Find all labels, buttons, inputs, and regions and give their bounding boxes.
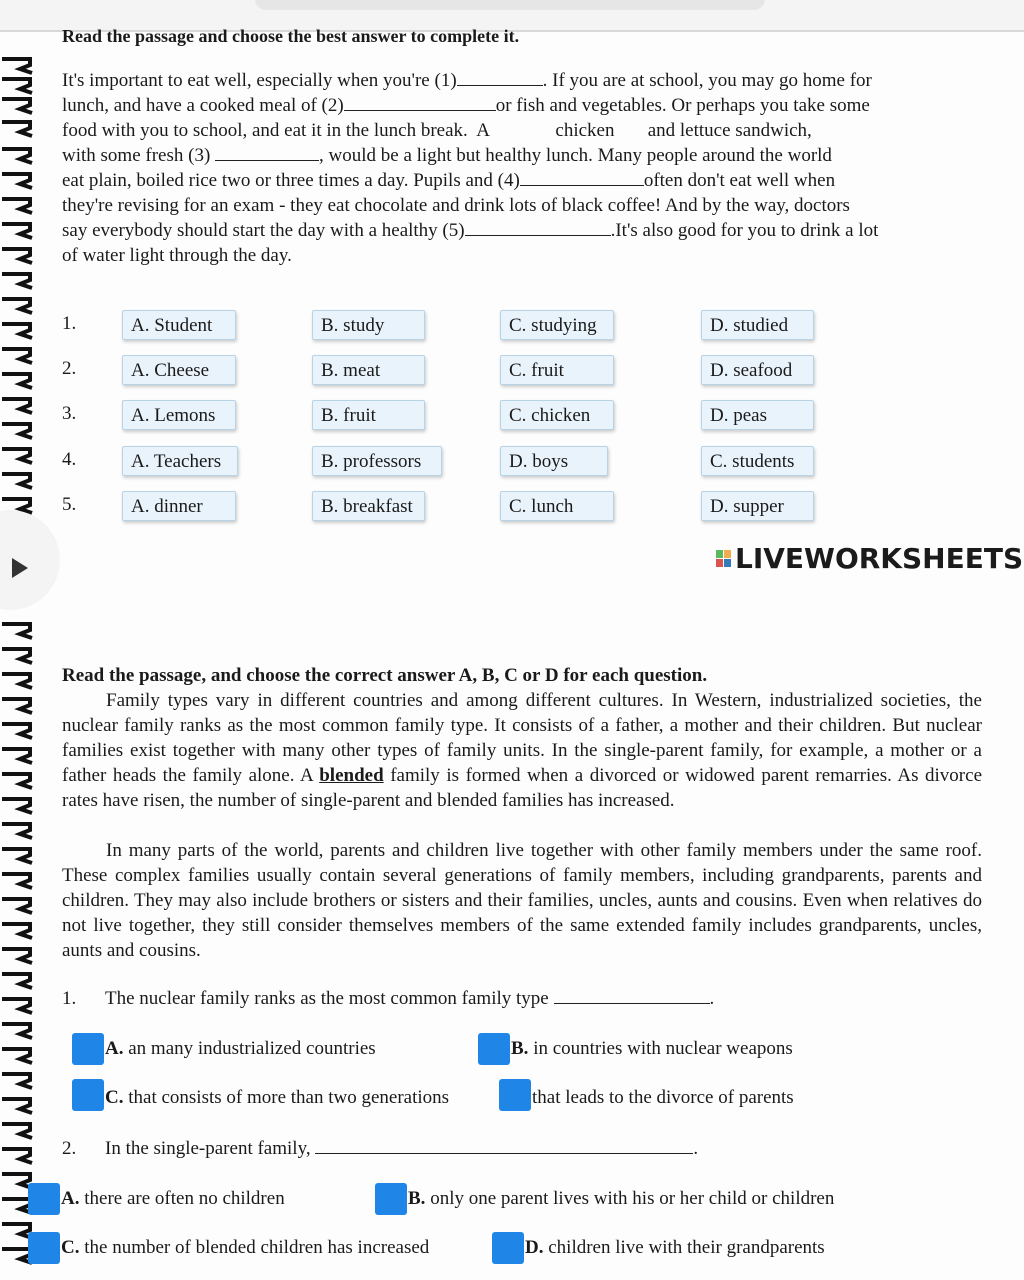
- spiral-ring: [0, 1020, 40, 1042]
- answer-option[interactable]: B. breakfast: [312, 491, 425, 521]
- q2-option-d: D. children live with their grandparents: [525, 1237, 825, 1258]
- spiral-ring: [0, 795, 40, 817]
- q1-option-b: B. in countries with nuclear weapons: [511, 1038, 793, 1059]
- spiral-ring: [0, 920, 40, 942]
- question-number: 2.: [62, 358, 77, 379]
- spiral-ring: [0, 245, 40, 267]
- spiral-ring: [0, 1120, 40, 1142]
- question-number: 4.: [62, 449, 77, 470]
- passage1-line-7: say everybody should start the day with a healthy (5) .It's also good for you to drink a lot: [62, 220, 879, 241]
- liveworksheets-logo: [716, 542, 1023, 575]
- spiral-ring: [0, 670, 40, 692]
- spiral-ring: [0, 370, 40, 392]
- answer-option[interactable]: A. dinner: [122, 491, 236, 521]
- spiral-ring: [0, 820, 40, 842]
- q1-option-c: C. that consists of more than two generations: [105, 1087, 450, 1108]
- spiral-ring: [0, 720, 40, 742]
- spiral-ring: [0, 695, 40, 717]
- spiral-ring: [0, 55, 40, 77]
- spiral-ring: [0, 320, 40, 342]
- liveworksheets-logo-text: LIVEWORKSHEETS: [735, 542, 1024, 575]
- spiral-ring: [0, 845, 40, 867]
- spiral-ring: [0, 770, 40, 792]
- spiral-ring: [0, 270, 40, 292]
- answer-option[interactable]: D. seafood: [701, 355, 814, 385]
- blank-5[interactable]: [465, 221, 611, 236]
- answer-option[interactable]: D. studied: [701, 310, 814, 340]
- answer-option[interactable]: A. Cheese: [122, 355, 236, 385]
- spiral-ring: [0, 170, 40, 192]
- blank-2[interactable]: [344, 96, 496, 111]
- blended-word: blended: [319, 765, 384, 786]
- spiral-ring: [0, 870, 40, 892]
- answer-option[interactable]: D. supper: [701, 491, 814, 521]
- passage1-line-6: they're revising for an exam - they eat chocolate and drink lots of black coffee! And by the way, doctors: [62, 195, 850, 216]
- spiral-ring: [0, 1045, 40, 1067]
- question-2-stem: In the single-parent family, .: [105, 1138, 699, 1159]
- spiral-ring: [0, 645, 40, 667]
- answer-checkbox[interactable]: [499, 1079, 531, 1111]
- play-button[interactable]: [0, 510, 60, 610]
- spiral-ring: [0, 470, 40, 492]
- spiral-ring: [0, 445, 40, 467]
- question-number: 1.: [62, 988, 77, 1009]
- spiral-ring: [0, 145, 40, 167]
- answer-checkbox[interactable]: [28, 1232, 60, 1264]
- blank-4[interactable]: [520, 171, 644, 186]
- q1-option-d: that leads to the divorce of parents: [532, 1087, 794, 1108]
- spiral-ring: [0, 1070, 40, 1092]
- q2-option-c: C. the number of blended children has increased: [61, 1237, 430, 1258]
- answer-option[interactable]: D. peas: [701, 400, 814, 430]
- answer-option[interactable]: A. Student: [122, 310, 236, 340]
- spiral-ring: [0, 620, 40, 642]
- question-number: 3.: [62, 403, 77, 424]
- passage1-line-1: It's important to eat well, especially when you're (1) . If you are at school, you may go home for: [62, 70, 872, 91]
- question-1-stem: The nuclear family ranks as the most common family type .: [105, 988, 715, 1009]
- spiral-ring: [0, 1145, 40, 1167]
- spiral-ring: [0, 1095, 40, 1117]
- answer-checkbox[interactable]: [72, 1079, 104, 1111]
- spiral-ring: [0, 895, 40, 917]
- spiral-ring: [0, 295, 40, 317]
- spiral-ring: [0, 195, 40, 217]
- q1-option-a: A. an many industrialized countries: [105, 1038, 376, 1059]
- spiral-ring: [0, 995, 40, 1017]
- passage1-line-2: lunch, and have a cooked meal of (2) or fish and vegetables. Or perhaps you take some: [62, 95, 870, 116]
- answer-option[interactable]: C. students: [701, 446, 814, 476]
- passage1-line-3: food with you to school, and eat it in the lunch break. A chicken and lettuce sandwich,: [62, 120, 812, 141]
- blank-3[interactable]: [215, 146, 319, 161]
- answer-option[interactable]: B. fruit: [312, 400, 425, 430]
- question-number: 5.: [62, 494, 77, 515]
- spiral-ring: [0, 345, 40, 367]
- spiral-ring: [0, 95, 40, 117]
- answer-option[interactable]: A. Teachers: [122, 446, 238, 476]
- spiral-ring: [0, 220, 40, 242]
- q2-option-a: A. there are often no children: [61, 1188, 285, 1209]
- answer-checkbox[interactable]: [72, 1033, 104, 1065]
- top-pill: [255, 0, 765, 10]
- spiral-ring: [0, 945, 40, 967]
- question-number: 2.: [62, 1138, 77, 1159]
- answer-option[interactable]: C. chicken: [500, 400, 614, 430]
- passage2-paragraph-1: Family types vary in different countries and among different cultures. In Western, industrialized societies, the nuclear family ranks as the most common family type. It consists of a father, a mother and their children. But nuclear families exist together with many other types of family units. In the single-parent family, for example, a mother or a father heads the family alone. A blended family is formed when a divorced or widowed parent remarries. As divorce rates have risen, the number of single-parent and blended families has increased.: [62, 690, 983, 811]
- play-icon: [12, 558, 28, 578]
- spiral-ring: [0, 970, 40, 992]
- answer-option[interactable]: B. professors: [312, 446, 442, 476]
- passage1-line-8: of water light through the day.: [62, 245, 292, 266]
- answer-checkbox[interactable]: [375, 1183, 407, 1215]
- answer-option[interactable]: B. study: [312, 310, 425, 340]
- answer-option[interactable]: A. Lemons: [122, 400, 236, 430]
- q2-option-b: B. only one parent lives with his or her child or children: [408, 1188, 835, 1209]
- spiral-ring: [0, 395, 40, 417]
- blank-1[interactable]: [457, 71, 543, 86]
- section1-heading: Read the passage and choose the best answer to complete it.: [62, 26, 520, 46]
- question-number: 1.: [62, 313, 77, 334]
- spiral-ring: [0, 75, 40, 97]
- answer-option[interactable]: C. fruit: [500, 355, 614, 385]
- liveworksheets-logo-icon: [716, 550, 732, 568]
- answer-checkbox[interactable]: [478, 1033, 510, 1065]
- answer-option[interactable]: D. boys: [500, 446, 608, 476]
- passage2-paragraph-2: In many parts of the world, parents and children live together with other family members under the same roof. These complex families usually contain several generations of family members, including grandparents, parents and children. They may also include brothers or sisters and their families, uncles, aunts and cousins. Even when relatives do not live together, they still consider themselves members of the same extended family includes grandparents, uncles, aunts and cousins.: [62, 840, 982, 961]
- passage1-line-5: eat plain, boiled rice two or three times a day. Pupils and (4) often don't eat well when: [62, 170, 836, 191]
- spiral-ring: [0, 118, 40, 140]
- spiral-ring: [0, 420, 40, 442]
- passage1-line-4: with some fresh (3) , would be a light but healthy lunch. Many people around the world: [62, 145, 832, 166]
- section2-heading: Read the passage, and choose the correct answer A, B, C or D for each question.: [62, 665, 708, 686]
- spiral-ring: [0, 745, 40, 767]
- answer-option[interactable]: C. studying: [500, 310, 614, 340]
- answer-checkbox[interactable]: [492, 1232, 524, 1264]
- answer-checkbox[interactable]: [28, 1183, 60, 1215]
- answer-option[interactable]: C. lunch: [500, 491, 614, 521]
- answer-option[interactable]: B. meat: [312, 355, 425, 385]
